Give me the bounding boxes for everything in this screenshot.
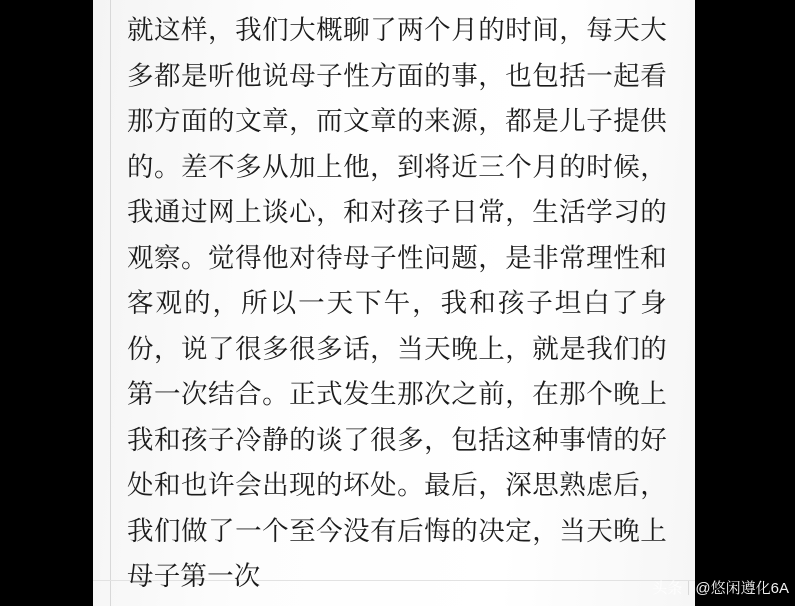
watermark-handle: @悠闲遵化6A — [695, 580, 789, 597]
right-letterbox — [695, 0, 795, 606]
left-letterbox — [0, 0, 93, 606]
document-body-text: 就这样，我们大概聊了两个月的时间，每天大多都是听他说母子性方面的事，也包括一起看那方面的文章，而文章的来源，都是儿子提供的。差不多从加上他，到将近三个月的时候，我通过网上谈心，和对孩子日常，生活学习的观察。觉得他对待母子性问题，是非常理性和客观的，所以一天下午，我和孩子坦白了身份，说了很多很多话，当天晚上，就是我们的第一次结合。正式发生那次之前，在那个晚上我和孩子冷静的谈了很多，包括这种事情的好处和也许会出现的坏处。最后，深思熟虑后，我们做了一个至今没有后悔的决定，当天晚上母子第一次 — [127, 15, 667, 592]
watermark-brand: 头条 — [652, 580, 683, 597]
watermark — [652, 577, 789, 598]
watermark-separator — [688, 581, 689, 595]
margin-rule-line — [110, 0, 111, 606]
document-page — [93, 0, 695, 606]
